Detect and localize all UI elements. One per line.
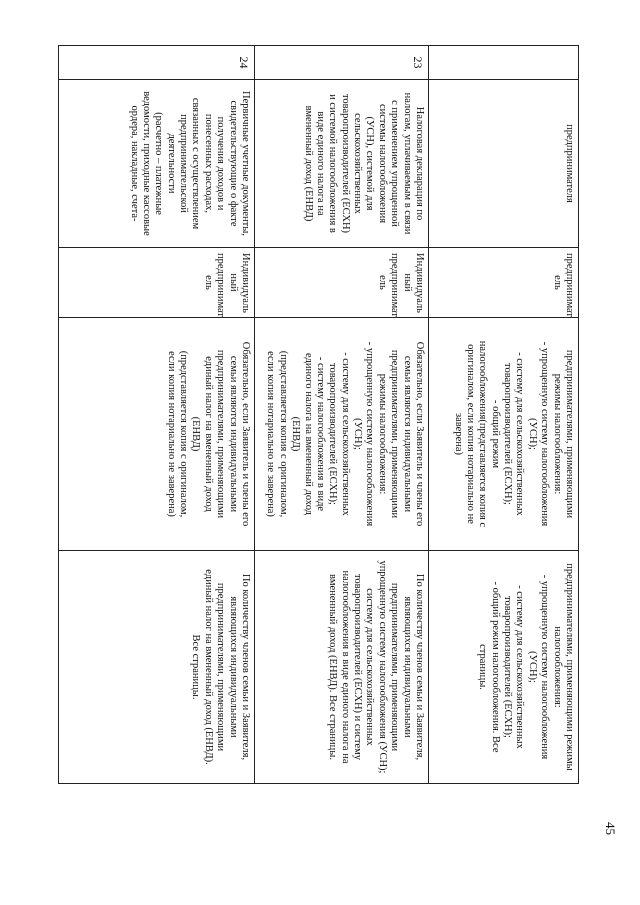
text-line: виде единого налога на [315, 111, 326, 216]
text-line: (ЕНВД) [290, 416, 302, 452]
text-line: налогам, уплачиваемым в связи [401, 92, 413, 235]
text-line: предпринимателями, применяющими [215, 582, 227, 752]
text-line: свидетельствующие о факте [227, 100, 239, 227]
text-line: ель [551, 275, 563, 290]
text-line: предпринимат [215, 253, 227, 318]
text-line: - общий режим [489, 399, 501, 469]
text-line: предпринимателями, применяющими режимы [564, 563, 575, 771]
text-line: ный [401, 273, 413, 292]
text-line: - упрощенную систему налогообложения [364, 341, 376, 527]
text-line: товаропроизводителей (ЕСХН); [502, 596, 514, 738]
text-line: Обязательно, если Заявитель и члены его [414, 341, 425, 527]
text-line: Индивидуаль [414, 253, 425, 313]
text-line: - упрощенную систему налогообложения [539, 341, 551, 527]
text-line: - упрощенную систему налогообложения [539, 574, 551, 760]
text-line: страницы. [477, 644, 489, 690]
text-line: - систему для сельскохозяйственных [514, 585, 526, 749]
text-line: По количеству членов семьи и Заявителя, [414, 573, 425, 761]
text-line: По количеству членов семьи и Заявителя, [240, 573, 251, 761]
text-line: ель [376, 275, 388, 290]
text-line: - систему налогообложения в виде [315, 356, 326, 512]
text-line: (УСН); [526, 418, 538, 450]
text-line: единый налог на вмененный доход (ЕНВД). [202, 569, 214, 765]
text-line: Налоговая декларация по [414, 106, 425, 221]
text-line: (ЕНВД) [190, 416, 202, 452]
text-line: - общий режим налогообложения. Все [489, 581, 501, 753]
text-line: предпринимателя [564, 124, 575, 203]
text-line: ель [202, 275, 214, 290]
applicant-type-cell [429, 248, 579, 318]
pages-cell [59, 551, 255, 784]
page-number: 45 [603, 822, 618, 835]
text-line: режимы налогообложения: [551, 373, 563, 495]
text-line: товаропроизводителей (ЕСХН) [339, 93, 351, 234]
text-line: семьи являются индивидуальными [401, 355, 413, 513]
text-line: получения доходов и [215, 116, 227, 211]
text-line: вмененный доход (ЕНВД). Все страницы. [327, 574, 339, 760]
table-body [59, 46, 579, 784]
text-line: и системой налогообложения в [327, 94, 339, 233]
text-line: (УСН), системой для [364, 116, 376, 211]
text-line: Первичные учетные документы, [240, 91, 251, 236]
text-line: вмененный доход (ЕНВД) [302, 105, 314, 222]
text-line: упрощенную систему налогообложения (УСН); [376, 560, 388, 774]
text-line: товаропроизводителей (ЕСХН) и систему [352, 573, 364, 760]
text-line: сельскохозяйственных [352, 113, 364, 214]
table-row [59, 46, 255, 784]
applicant-type-cell [59, 248, 255, 318]
document-name-cell [255, 80, 429, 248]
text-line: (УСН); [526, 651, 538, 683]
text-line: налогообложения: [551, 626, 563, 708]
text-line: оригиналом, если копия нотариально не [465, 344, 476, 524]
text-line: связанных с осуществлением [190, 97, 202, 230]
text-line: с применением упрощенной [389, 100, 401, 227]
text-line: (представляется копия с оригиналом, [277, 350, 289, 518]
text-line: являющихся индивидуальными [227, 596, 239, 738]
text-line: - систему для сельскохозяйственных [339, 352, 351, 516]
requirement-cell [59, 318, 255, 551]
text-line: налогообложения(представляется копия с [477, 340, 489, 528]
text-line: товаропроизводителей (ЕСХН); [502, 363, 514, 505]
text-line: систему для сельскохозяйственных [364, 588, 376, 746]
pages-cell [429, 551, 579, 784]
text-line: заверена) [452, 412, 464, 456]
text-line: ный [227, 273, 239, 292]
text-line: ордера, накладные, счета- [128, 105, 140, 222]
text-line: - систему для сельскохозяйственных [514, 352, 526, 516]
row-number-cell: 23 [255, 46, 429, 80]
text-line: предпринимателями, применяющими [389, 582, 401, 752]
text-line: предпринимат [389, 253, 401, 318]
pages-cell [255, 551, 429, 784]
document-name-cell [429, 80, 579, 248]
table-row [255, 46, 429, 784]
text-line: системы налогообложения [376, 103, 388, 224]
text-line: если копия нотариально не заверена) [165, 351, 177, 517]
text-line: предпринимателями, применяющими [215, 349, 227, 519]
text-line: ведомости, приходные кассовые [141, 91, 152, 236]
text-line: предпринимателями, применяющими [389, 349, 401, 519]
text-line: (УСН); [352, 418, 364, 450]
text-line: деятельности [165, 133, 177, 194]
documents-table [58, 45, 579, 784]
text-line: налогообложения в виде единого налога на [339, 570, 351, 764]
text-line: режимы налогообложения: [376, 373, 388, 495]
text-line: единого налога на вмененный доход [302, 352, 314, 515]
row-number-cell: 24 [59, 46, 255, 80]
row-number-cell [429, 46, 579, 80]
text-line: (представляется копия с оригиналом, [178, 350, 190, 518]
text-line: предпринимателями, применяющими [564, 349, 575, 519]
text-line: предпринимательской [178, 114, 190, 213]
text-line: если копия нотариально не заверена) [265, 351, 277, 517]
text-line: (расчетно – платежные [153, 112, 165, 215]
text-line: предпринимат [564, 253, 575, 318]
requirement-cell [255, 318, 429, 551]
text-line: семьи являются индивидуальными [227, 355, 239, 513]
text-line: единый налог на вмененный доход [202, 356, 214, 512]
text-line: понесенных расходах, [202, 113, 214, 214]
text-line: Обязательно, если Заявитель и члены его [240, 341, 251, 527]
table-row [429, 46, 579, 784]
applicant-type-cell [255, 248, 429, 318]
text-line: являющихся индивидуальными [401, 596, 413, 738]
text-line: Индивидуаль [240, 253, 251, 313]
document-name-cell [59, 80, 255, 248]
text-line: Все страницы. [190, 634, 202, 700]
requirement-cell [429, 318, 579, 551]
text-line: товаропроизводителей (ЕСХН); [327, 363, 339, 505]
